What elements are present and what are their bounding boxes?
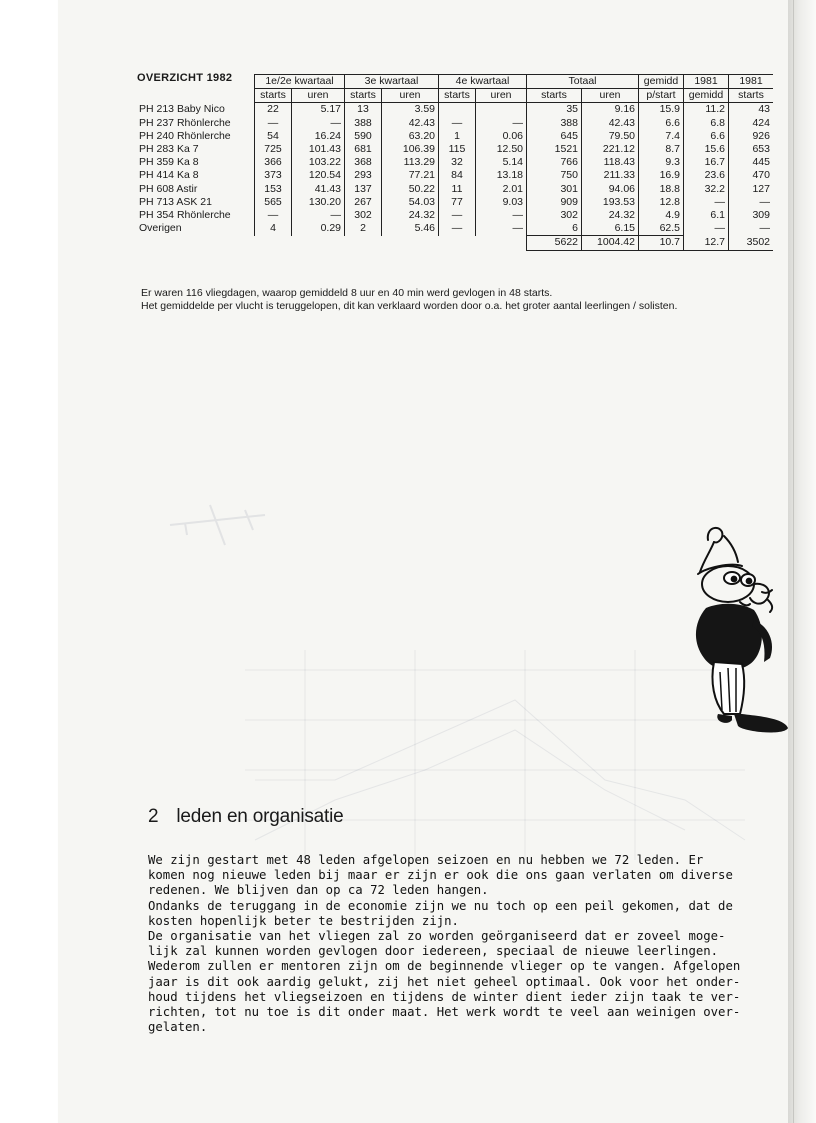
table-cell: — <box>684 196 729 209</box>
table-cell: 309 <box>729 209 774 222</box>
table-cell: 211.33 <box>582 169 639 182</box>
table-cell: 23.6 <box>684 169 729 182</box>
cartoon-figure-illustration <box>684 522 790 746</box>
aircraft-name: PH 237 Rhönlerche <box>139 116 231 129</box>
page-edge-line <box>793 0 794 1123</box>
sub-header: p/start <box>639 89 684 103</box>
body-line: kosten hopenlijk beter te bestrijden zijn. <box>148 913 459 928</box>
flight-stats-table <box>136 74 773 251</box>
table-cell: — <box>292 209 345 222</box>
table-cell: 926 <box>729 130 774 143</box>
table-row <box>136 196 773 209</box>
table-cell: 113.29 <box>382 156 439 169</box>
table-cell: 35 <box>527 103 582 117</box>
table-cell: 424 <box>729 117 774 130</box>
aircraft-name: PH 354 Rhönlerche <box>139 209 231 222</box>
sub-header: starts <box>729 89 774 103</box>
sub-header: uren <box>476 89 527 103</box>
table-cell: 15.6 <box>684 143 729 156</box>
table-cell: 16.7 <box>684 156 729 169</box>
table-cell: 32.2 <box>684 183 729 196</box>
table-cell: 11.2 <box>684 103 729 117</box>
table-cell: 590 <box>345 130 382 143</box>
table-cell: 16.24 <box>292 130 345 143</box>
note-line: Er waren 116 vliegdagen, waarop gemiddeld 8 uur en 40 min werd gevlogen in 48 starts. <box>141 287 553 299</box>
bleed-through-plane <box>165 495 275 555</box>
table-cell: 445 <box>729 156 774 169</box>
table-cell <box>476 103 527 117</box>
table-cell: 2.01 <box>476 183 527 196</box>
table-cell: 267 <box>345 196 382 209</box>
table-cell: 8.7 <box>639 143 684 156</box>
body-line: gelaten. <box>148 1020 208 1035</box>
table-cell: 77.21 <box>382 169 439 182</box>
aircraft-name: PH 414 Ka 8 <box>139 169 199 182</box>
table-cell: 24.32 <box>382 209 439 222</box>
table-cell: 13.18 <box>476 169 527 182</box>
table-cell: — <box>476 222 527 236</box>
table-cell: 6.6 <box>684 130 729 143</box>
body-line: lijk zal kunnen worden gevlogen door iedereen, speciaal de nieuwe leerlingen. <box>148 944 719 959</box>
group-header: 1981 <box>729 75 774 89</box>
table-cell: 9.03 <box>476 196 527 209</box>
table-cell: 302 <box>345 209 382 222</box>
sub-header: uren <box>382 89 439 103</box>
table-cell: 5.17 <box>292 103 345 117</box>
sub-header: starts <box>439 89 476 103</box>
table-cell: 50.22 <box>382 183 439 196</box>
table-cell: 293 <box>345 169 382 182</box>
aircraft-name: PH 213 Baby Nico <box>139 103 225 116</box>
table-cell: 9.3 <box>639 156 684 169</box>
table-row <box>136 130 773 143</box>
table-cell: 6.1 <box>684 209 729 222</box>
group-header: 1981 <box>684 75 729 89</box>
table-cell: 6.6 <box>639 117 684 130</box>
table-cell: 6.8 <box>684 117 729 130</box>
table-body <box>136 103 773 236</box>
table-cell: 22 <box>255 103 292 117</box>
table-cell: — <box>255 209 292 222</box>
table-cell: 193.53 <box>582 196 639 209</box>
group-header: Totaal <box>527 75 639 89</box>
table-cell: 79.50 <box>582 130 639 143</box>
table-cell: 103.22 <box>292 156 345 169</box>
table-cell: — <box>439 209 476 222</box>
total-starts: 5622 <box>527 236 582 250</box>
table-cell: 1521 <box>527 143 582 156</box>
table-cell: 681 <box>345 143 382 156</box>
table-cell: 84 <box>439 169 476 182</box>
table-cell: 43 <box>729 103 774 117</box>
table-cell: 12.8 <box>639 196 684 209</box>
table-cell: 368 <box>345 156 382 169</box>
aircraft-name: PH 359 Ka 8 <box>139 156 199 169</box>
table-cell: 11 <box>439 183 476 196</box>
table-cell: 42.43 <box>582 117 639 130</box>
table-cell: 645 <box>527 130 582 143</box>
table-cell: 0.06 <box>476 130 527 143</box>
total-avg: 10.7 <box>639 236 684 250</box>
table-cell: 94.06 <box>582 183 639 196</box>
table-cell: 565 <box>255 196 292 209</box>
table-cell: 725 <box>255 143 292 156</box>
table-row <box>136 117 773 130</box>
table-cell: 137 <box>345 183 382 196</box>
sub-header: uren <box>292 89 345 103</box>
body-line: Wederom zullen er mentoren zijn om de beginnende vlieger op te vangen. Afgelopen <box>148 959 741 974</box>
table-cell: 118.43 <box>582 156 639 169</box>
note-line: Het gemiddelde per vlucht is teruggelopen, dit kan verklaard worden door o.a. het groter aantal leerlingen / solisten. <box>141 299 678 312</box>
table-cell: 302 <box>527 209 582 222</box>
table-cell: 5.46 <box>382 222 439 236</box>
table-cell: 0.29 <box>292 222 345 236</box>
body-line: richten, tot nu toe is dit onder maat. Het werk wordt te veel aan weinigen over- <box>148 1005 741 1020</box>
table-cell: — <box>729 222 774 236</box>
table-cell: 6 <box>527 222 582 236</box>
table-cell: 221.12 <box>582 143 639 156</box>
table-sub-header <box>136 89 773 103</box>
table-cell: 2 <box>345 222 382 236</box>
name-header <box>136 75 255 89</box>
table-cell: 62.5 <box>639 222 684 236</box>
table-cell: 15.9 <box>639 103 684 117</box>
table-row <box>136 222 773 236</box>
table-cell: 4.9 <box>639 209 684 222</box>
sub-header: uren <box>582 89 639 103</box>
table-cell: 120.54 <box>292 169 345 182</box>
table-cell: 7.4 <box>639 130 684 143</box>
table-cell: — <box>476 117 527 130</box>
body-line: We zijn gestart met 48 leden afgelopen seizoen en nu hebben we 72 leden. Er <box>148 853 704 867</box>
table-cell: 115 <box>439 143 476 156</box>
table-cell: 373 <box>255 169 292 182</box>
aircraft-name: Overigen <box>139 222 182 235</box>
table-cell: 42.43 <box>382 117 439 130</box>
table-cell: 16.9 <box>639 169 684 182</box>
table-row <box>136 156 773 169</box>
group-header: gemidd <box>639 75 684 89</box>
group-header: 4e kwartaal <box>439 75 527 89</box>
table-cell: 9.16 <box>582 103 639 117</box>
section-number: 2 <box>148 806 159 827</box>
table-cell: 3.59 <box>382 103 439 117</box>
table-cell <box>439 103 476 117</box>
sub-header: starts <box>255 89 292 103</box>
body-line: komen nog nieuwe leden bij maar er zijn er ook die ons gaan verlaten om diverse <box>148 868 733 883</box>
table-cell: 470 <box>729 169 774 182</box>
table-cell: 153 <box>255 183 292 196</box>
section-title: leden en organisatie <box>176 806 344 827</box>
table-cell: — <box>476 209 527 222</box>
aircraft-name: PH 240 Rhönlerche <box>139 129 231 142</box>
table-cell: 1 <box>439 130 476 143</box>
table-cell: 12.50 <box>476 143 527 156</box>
table-cell: 6.15 <box>582 222 639 236</box>
table-notes <box>141 287 791 312</box>
table-cell: 32 <box>439 156 476 169</box>
table-cell: 24.32 <box>582 209 639 222</box>
table-cell: 5.14 <box>476 156 527 169</box>
table-cell: 101.43 <box>292 143 345 156</box>
body-line: redenen. We blijven dan op ca 72 leden hangen. <box>148 883 489 898</box>
aircraft-name: PH 608 Astir <box>139 182 198 195</box>
table-cell: 366 <box>255 156 292 169</box>
table-row <box>136 169 773 182</box>
table-cell: 54 <box>255 130 292 143</box>
table-cell: 77 <box>439 196 476 209</box>
table-row <box>136 103 773 117</box>
aircraft-name: PH 713 ASK 21 <box>139 195 212 208</box>
body-line: houd tijdens het vliegseizoen en tijdens de winter dient ieder zijn taak te ver- <box>148 989 741 1004</box>
body-line: De organisatie van het vliegen zal zo worden geörganiseerd dat er zoveel moge- <box>148 929 726 944</box>
group-header: 1e/2e kwartaal <box>255 75 345 89</box>
table-title: OVERZICHT 1982 <box>137 72 233 84</box>
total-1981-starts: 3502 <box>729 236 774 250</box>
table-cell: 18.8 <box>639 183 684 196</box>
body-text <box>148 853 788 1035</box>
table-cell: 130.20 <box>292 196 345 209</box>
table-cell: 54.03 <box>382 196 439 209</box>
sub-header: starts <box>345 89 382 103</box>
table-cell: 127 <box>729 183 774 196</box>
table-group-header <box>136 75 773 89</box>
table-cell: 750 <box>527 169 582 182</box>
sub-header: starts <box>527 89 582 103</box>
table-cell: 41.43 <box>292 183 345 196</box>
table-cell: — <box>255 117 292 130</box>
table-cell: 13 <box>345 103 382 117</box>
table-cell: — <box>439 117 476 130</box>
table-cell: 4 <box>255 222 292 236</box>
group-header: 3e kwartaal <box>345 75 439 89</box>
table-cell: 301 <box>527 183 582 196</box>
body-line: Ondanks de teruggang in de economie zijn we nu toch op een peil gekomen, dat de <box>148 898 733 913</box>
table-cell: — <box>684 222 729 236</box>
table-row <box>136 183 773 196</box>
table-cell: 653 <box>729 143 774 156</box>
total-1981-avg: 12.7 <box>684 236 729 250</box>
table-cell: 63.20 <box>382 130 439 143</box>
totals-row <box>136 236 773 250</box>
table-cell: 388 <box>527 117 582 130</box>
table-cell: 106.39 <box>382 143 439 156</box>
table-cell: — <box>292 117 345 130</box>
total-hours: 1004.42 <box>582 236 639 250</box>
table-row <box>136 209 773 222</box>
table-row <box>136 143 773 156</box>
table-cell: 909 <box>527 196 582 209</box>
aircraft-name: PH 283 Ka 7 <box>139 143 199 156</box>
body-line: jaar is dit ook aardig gelukt, zij het niet geheel optimaal. Ook voor het onder- <box>148 974 741 989</box>
table-cell: — <box>729 196 774 209</box>
table-cell: — <box>439 222 476 236</box>
section-heading <box>148 806 344 828</box>
table-cell: 388 <box>345 117 382 130</box>
table-cell: 766 <box>527 156 582 169</box>
sub-header: gemidd <box>684 89 729 103</box>
